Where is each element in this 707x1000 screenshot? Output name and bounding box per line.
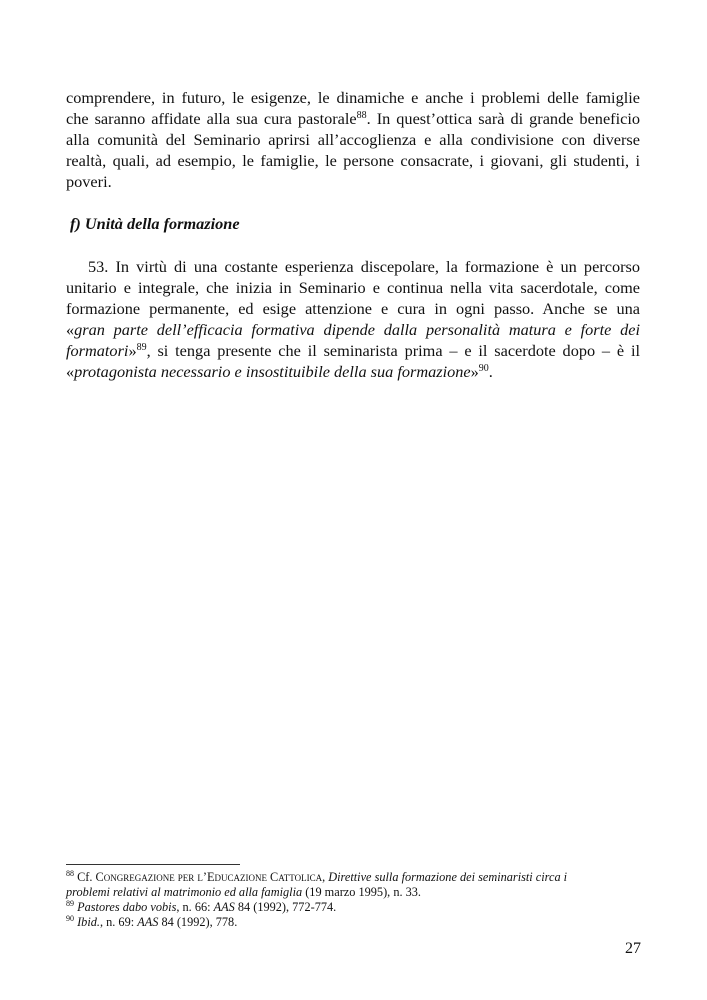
text-run: 84 (1992), 778. [158,915,238,929]
footnote-reference: 90 [478,363,489,374]
footnote-reference: 89 [136,342,147,353]
text-run: 53. In virtù di una costante esperienza discepolare, la formazione è un percorso [88,257,640,276]
text-line [66,340,640,361]
text-line [66,108,640,129]
text-line [66,256,640,277]
text-run: AAS [213,900,235,914]
text-run: poveri. [66,172,112,191]
footnote-reference: 88 [356,110,367,121]
footnote-reference: 88 [66,869,74,878]
text-run: 84 (1992), 772-774. [234,900,337,914]
text-run: , n. 69: [99,915,138,929]
text-line [66,150,640,171]
text-run: Ibid. [77,915,100,929]
text-line [66,298,640,319]
text-run: unitario e integrale, che inizia in Seminario e continua nella vita sacerdotale, come [66,278,640,297]
text-run: problemi relativi al matrimonio ed alla famiglia [66,885,303,899]
footnote-line [66,915,640,930]
text-line [66,87,640,108]
text-run: , si tenga presente che il seminarista prima – e il sacerdote dopo – è il [146,341,640,360]
text-run: (19 marzo 1995), n. 33. [302,885,421,899]
footnote-line [66,900,640,915]
text-run: « [66,320,75,339]
text-line [66,361,640,382]
text-run: comprendere, in futuro, le esigenze, le dinamiche e anche i problemi delle famiglie [66,88,640,107]
text-run: realtà, quali, ad esempio, le famiglie, le persone consacrate, i giovani, gli studenti, i [66,151,640,170]
section-heading: f) Unità della formazione [70,214,240,233]
text-run: formazione permanente, ed esige attenzione e cura in ogni passo. Anche se una [66,299,640,318]
text-run: formatori [66,341,129,360]
text-run: protagonista necessario e insostituibile della sua formazione [74,362,471,381]
paragraph-continuation [66,87,640,192]
text-run: « [66,362,75,381]
text-line [66,171,640,192]
footnote-separator [66,864,240,865]
text-run: Pastores dabo vobis [77,900,177,914]
text-run: Congregazione per l’Educazione Cattolica [95,870,323,884]
text-run: gran parte dell’efficacia formativa dipende dalla personalità matura e forte dei [74,320,640,339]
footnote-line [66,870,640,885]
text-run: . In quest’ottica sarà di grande beneficio [366,109,641,128]
text-line [66,129,640,150]
text-run: » [128,341,137,360]
footnotes [66,870,640,930]
text-run: , n. 66: [176,900,214,914]
text-run: Cf. [74,870,96,884]
paragraph-53 [66,256,640,382]
page-number: 27 [625,940,641,957]
text-line [66,319,640,340]
text-run: AAS [137,915,159,929]
text-run: Direttive sulla formazione dei seminaristi circa i [328,870,568,884]
text-run: . [488,362,493,381]
footnote-reference: 89 [66,899,74,908]
text-line [66,277,640,298]
footnote-line [66,885,640,900]
text-run: » [470,362,479,381]
text-run: alla comunità del Seminario aprirsi all’accoglienza e alla condivisione con diverse [66,130,640,149]
text-run: che saranno affidate alla sua cura pastorale [66,109,357,128]
text-run: , [322,870,329,884]
footnote-reference: 90 [66,914,74,923]
